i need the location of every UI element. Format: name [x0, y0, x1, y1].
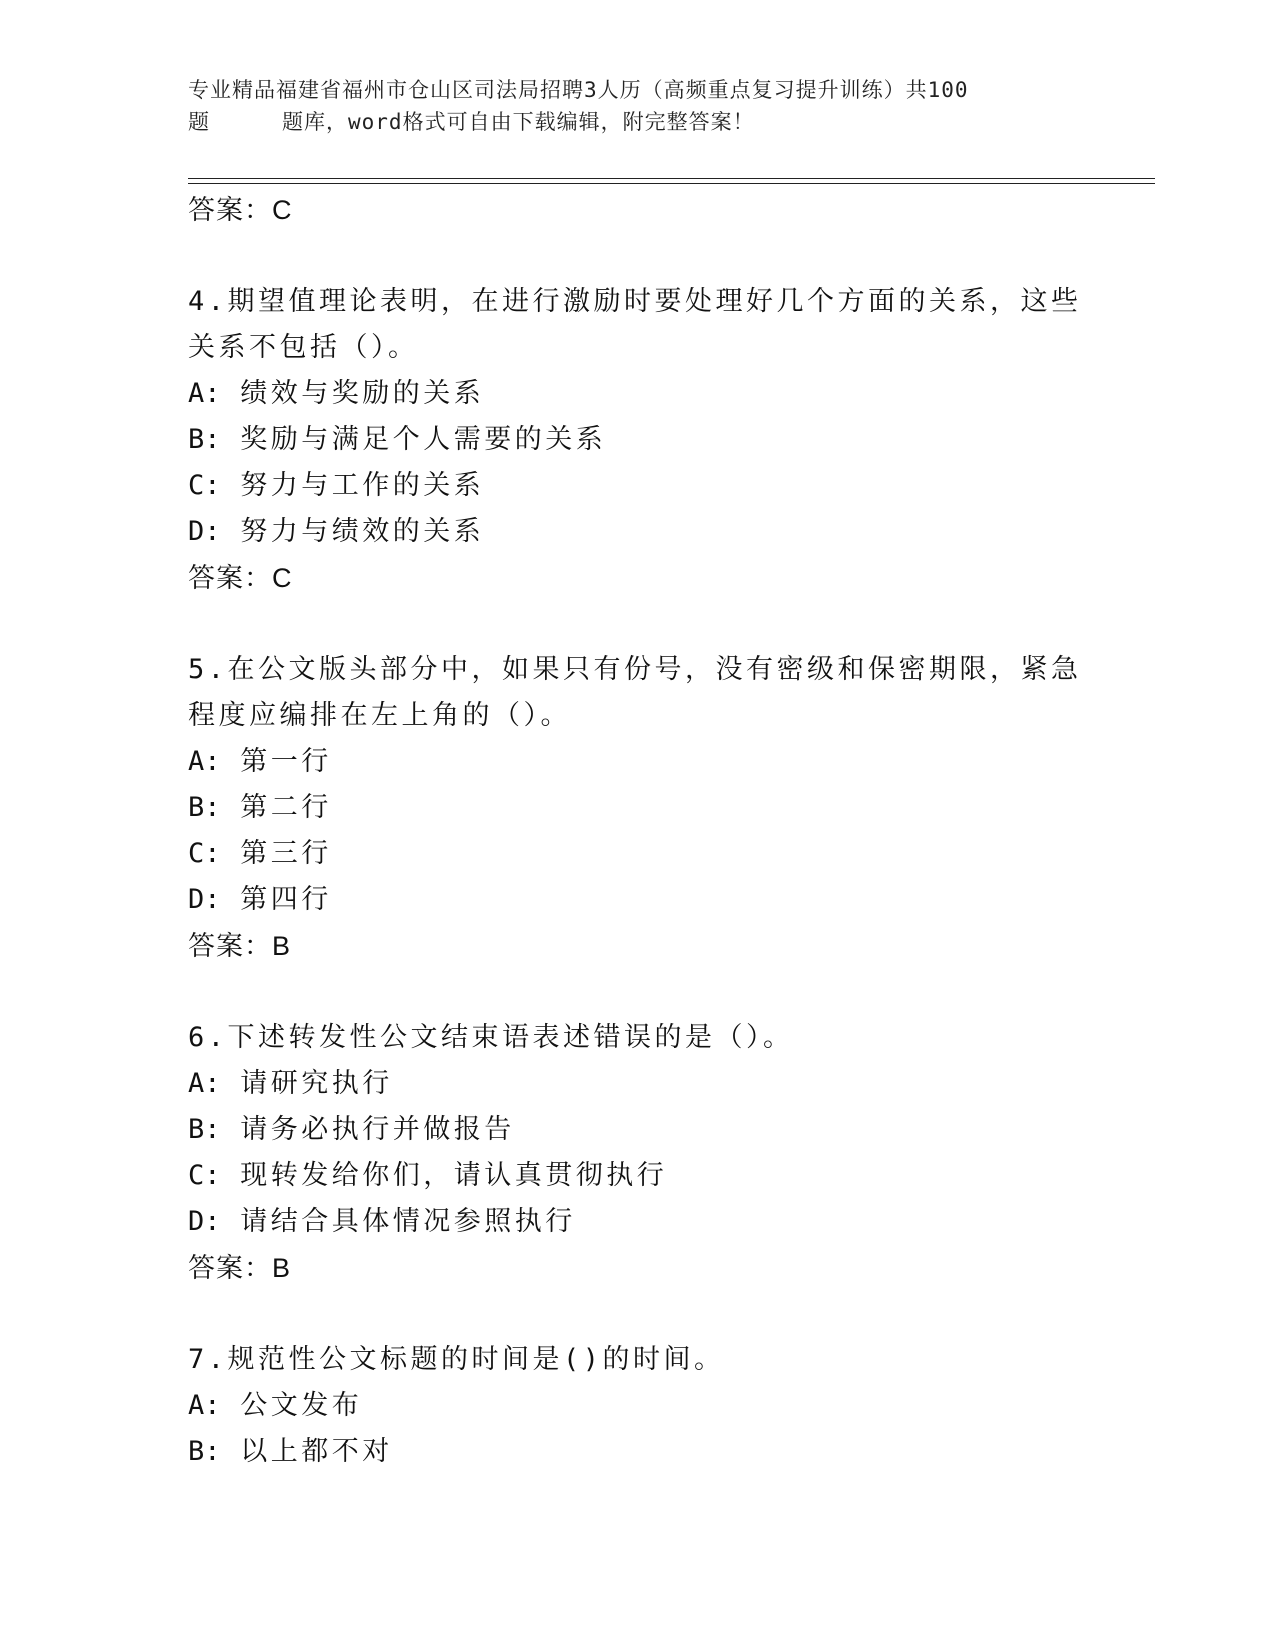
header-title-line-2-right: 题库，word格式可自由下载编辑，附完整答案！ [282, 110, 755, 134]
option-a [188, 1383, 1088, 1429]
option-text: 第二行 [240, 792, 332, 823]
option-b [188, 785, 1088, 831]
option-text: 以上都不对 [240, 1436, 393, 1467]
option-key: C: [188, 838, 221, 869]
option-d [188, 877, 1088, 923]
question-stem: 7.规范性公文标题的时间是()的时间。 [188, 1344, 725, 1375]
option-d [188, 1199, 1088, 1245]
option-a [188, 739, 1088, 785]
option-key: C: [188, 1160, 221, 1191]
option-a [188, 371, 1088, 417]
header-divider-bottom [188, 183, 1155, 184]
header-title-line-2 [188, 106, 1088, 138]
question-answer: 答案：C [188, 563, 293, 593]
option-b [188, 417, 1088, 463]
question-6 [188, 1015, 1088, 1291]
leading-answer: 答案：C [188, 195, 293, 225]
option-key: B: [188, 792, 221, 823]
option-text: 请研究执行 [240, 1068, 393, 1099]
option-b [188, 1107, 1088, 1153]
option-key: B: [188, 1436, 221, 1467]
option-text: 第三行 [240, 838, 332, 869]
option-c [188, 831, 1088, 877]
option-text: 现转发给你们，请认真贯彻执行 [240, 1160, 668, 1191]
question-5 [188, 647, 1088, 969]
option-text: 公文发布 [240, 1390, 363, 1421]
question-4 [188, 279, 1088, 601]
option-d [188, 509, 1088, 555]
option-key: A: [188, 746, 221, 777]
question-7 [188, 1337, 1088, 1475]
option-key: D: [188, 516, 221, 547]
document-header [188, 74, 1088, 138]
option-text: 奖励与满足个人需要的关系 [240, 424, 607, 455]
option-key: B: [188, 1114, 221, 1145]
option-c [188, 463, 1088, 509]
document-body [188, 187, 1088, 1475]
header-divider-top [188, 178, 1155, 179]
question-answer: 答案：B [188, 931, 292, 961]
option-key: D: [188, 884, 221, 915]
question-answer: 答案：B [188, 1253, 292, 1283]
header-title-line-1: 专业精品福建省福州市仓山区司法局招聘3人历（高频重点复习提升训练）共100 [188, 78, 969, 102]
option-key: C: [188, 470, 221, 501]
question-stem: 5.在公文版头部分中，如果只有份号，没有密级和保密期限，紧急程度应编排在左上角的（）。 [188, 654, 1082, 731]
header-title-line-2-left: 题 [188, 110, 210, 134]
option-b [188, 1429, 1088, 1475]
option-key: B: [188, 424, 221, 455]
option-a [188, 1061, 1088, 1107]
question-stem: 6.下述转发性公文结束语表述错误的是（）。 [188, 1022, 794, 1053]
option-key: D: [188, 1206, 221, 1237]
option-text: 绩效与奖励的关系 [240, 378, 485, 409]
option-text: 请务必执行并做报告 [240, 1114, 515, 1145]
option-text: 第一行 [240, 746, 332, 777]
option-text: 请结合具体情况参照执行 [240, 1206, 576, 1237]
option-key: A: [188, 378, 221, 409]
option-key: A: [188, 1068, 221, 1099]
option-text: 第四行 [240, 884, 332, 915]
option-key: A: [188, 1390, 221, 1421]
option-text: 努力与工作的关系 [240, 470, 485, 501]
question-stem: 4.期望值理论表明，在进行激励时要处理好几个方面的关系，这些关系不包括（）。 [188, 286, 1082, 363]
option-c [188, 1153, 1088, 1199]
option-text: 努力与绩效的关系 [240, 516, 485, 547]
